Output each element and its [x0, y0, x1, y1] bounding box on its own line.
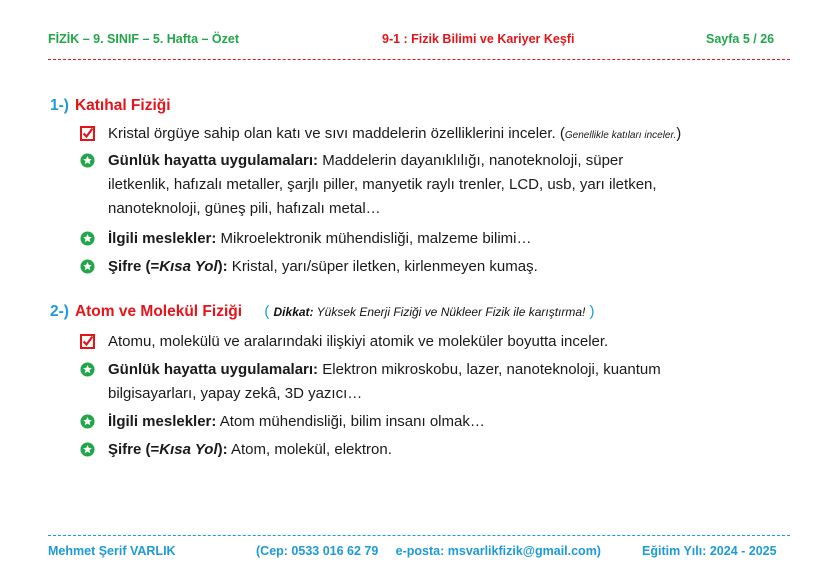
shortcut-label: ): — [217, 441, 228, 458]
shortcut-label: Kısa Yol — [159, 258, 218, 275]
applications-label: Günlük hayatta uygulamaları: — [108, 361, 319, 378]
header-course: FİZİK – 9. SINIF – 5. Hafta – Özet — [48, 32, 240, 46]
star-circle-icon — [80, 442, 95, 457]
paren: ( — [264, 303, 274, 320]
shortcut-label: Kısa Yol — [159, 441, 218, 458]
applications-label: Günlük hayatta uygulamaları: — [108, 152, 319, 169]
footer-author: Mehmet Şerif VARLIK — [48, 544, 176, 558]
applications-text: iletkenlik, hafızalı metaller, şarjlı piller, manyetik raylı trenler, LCD, usb, yarı iletken, — [108, 176, 657, 193]
definition-note: Genellikle katıları inceler. — [564, 130, 677, 141]
star-circle-icon — [80, 259, 95, 274]
checkbox-checked-icon — [80, 334, 95, 349]
definition-text: Atomu, molekülü ve aralarındaki ilişkiyi atomik ve moleküler boyutta inceler. — [108, 333, 609, 350]
definition-text: Kristal örgüye sahip olan katı ve sıvı maddelerin özelliklerini inceler. ( — [108, 125, 565, 142]
section-heading-2 — [50, 303, 595, 321]
applications-text: Maddelerin dayanıklılığı, nanoteknoloji, süper — [318, 152, 624, 169]
star-circle-icon — [80, 414, 95, 429]
section-title: Atom ve Molekül Fiziği — [74, 303, 243, 320]
shortcut-label: Şifre (= — [108, 258, 160, 275]
footer-year: Eğitim Yılı: 2024 - 2025 — [642, 544, 777, 558]
shortcut-label: ): — [217, 258, 228, 275]
header-topic: 9-1 : Fizik Bilimi ve Kariyer Keşfi — [382, 32, 575, 46]
section-number: 1-) — [50, 97, 69, 114]
shortcut-text: Kristal, yarı/süper iletken, kirlenmeyen kumaş. — [227, 258, 538, 275]
warning-label: Dikkat: — [273, 305, 314, 319]
star-circle-icon — [80, 153, 95, 168]
warning-text: Yüksek Enerji Fiziği ve Nükleer Fizik ile karıştırma! — [313, 305, 586, 319]
footer-contact: (Cep: 0533 016 62 79 e-posta: msvarlikfizik@gmail.com) — [256, 544, 601, 558]
section-title: Katıhal Fiziği — [74, 97, 171, 114]
jobs-label: İlgili meslekler: — [108, 230, 217, 247]
shortcut-label: Şifre (= — [108, 441, 160, 458]
shortcut-text: Atom, molekül, elektron. — [227, 441, 392, 458]
star-circle-icon — [80, 231, 95, 246]
header-divider — [48, 59, 790, 60]
checkbox-checked-icon — [80, 126, 95, 141]
jobs-text: Atom mühendisliği, bilim insanı olmak… — [216, 413, 485, 430]
warning-note — [264, 303, 594, 320]
jobs-label: İlgili meslekler: — [108, 413, 217, 430]
section-heading-1 — [50, 97, 171, 115]
star-circle-icon — [80, 362, 95, 377]
section-number: 2-) — [50, 303, 69, 320]
applications-text: Elektron mikroskobu, lazer, nanoteknoloji, kuantum — [318, 361, 661, 378]
footer-divider — [48, 535, 790, 536]
jobs-text: Mikroelektronik mühendisliği, malzeme bilimi… — [216, 230, 532, 247]
applications-text: bilgisayarları, yapay zekâ, 3D yazıcı… — [108, 385, 363, 402]
applications-text: nanoteknoloji, güneş pili, hafızalı metal… — [108, 200, 381, 217]
header-page-number: Sayfa 5 / 26 — [706, 32, 775, 46]
paren: ) — [676, 125, 682, 142]
paren: ) — [585, 303, 595, 320]
